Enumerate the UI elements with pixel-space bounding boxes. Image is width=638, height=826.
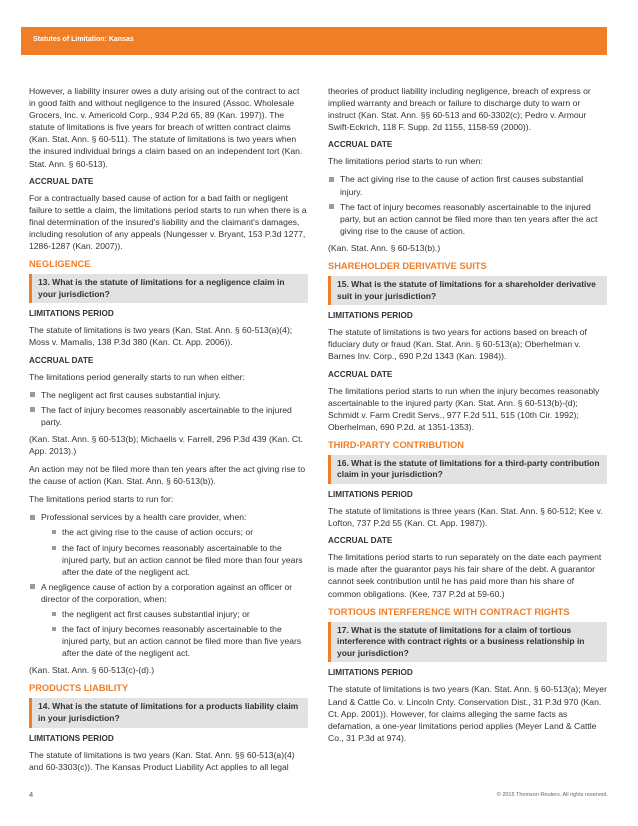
paragraph: The statute of limitations is two years (Kan. Stat. Ann. § 60-513(a)(4); Moss v. Mamalis, 138 P.3d 380 (Kan. Ct. App. 2006)).: [29, 325, 293, 348]
limitations-period-heading: LIMITATIONS PERIOD: [328, 490, 413, 500]
question-17: 17. What is the statute of limitations for a claim of tortious interference with contract rights or a business relationship in your jurisdiction?: [328, 622, 607, 663]
question-16: 16. What is the statute of limitations for a third-party contribution claim in your jurisdiction?: [328, 455, 607, 484]
list-item: [29, 581, 308, 660]
accrual-date-heading: ACCRUAL DATE: [328, 140, 393, 150]
accrual-date-heading: ACCRUAL DATE: [328, 369, 393, 379]
paragraph: The limitations period generally starts to run when either:: [29, 371, 245, 382]
section-heading-negligence: NEGLIGENCE: [29, 259, 91, 270]
list-item: The negligent act first causes substantial injury.: [29, 389, 308, 401]
paragraph: However, a liability insurer owes a duty arising out of the contract to act in good faith and without negligence to the insured (Assoc. Wholesale Grocers, Inc. v. Americold Corp., 934 P.2d 65, 89 (Kan. 1997)). The statute of limitations is five years for breach of written contract claims (Kan. Stat. Ann. § 60-511). The statute of limitations is two years when the insured individual brings a claim based on an independent tort (Kan. Stat. Ann. § 60-513).: [29, 86, 303, 169]
paragraph: The statute of limitations is two years (Kan. Stat. Ann. §§ 60-513(a)(4) and 60-3303(c)). The Kansas Product Liability Act applies to all legal: [29, 749, 295, 772]
list-item: [29, 511, 308, 577]
limitations-period-heading: LIMITATIONS PERIOD: [29, 733, 114, 743]
sub-list-item: the act giving rise to the cause of action occurs; or: [41, 526, 308, 538]
copyright-notice: © 2015 Thomson Reuters. All rights reserved.: [496, 792, 608, 798]
paragraph: For a contractually based cause of action for a bad faith or negligent failure to settle a claim, the limitations period starts to run when there is a final determination of the insured's liability and the claimant's damages, including resolution of any appeals (Nungesser v. Bryant, 153 P.3d 1277, 1286-1287 (Kan. 2007)).: [29, 192, 307, 252]
paragraph: The statute of limitations is two years (Kan. Stat. Ann. § 60-513(a); Meyer Land & Cattle Co. v. Lincoln Cnty. Conservation Dist., 31 P.3d 970 (Kan. Ct. App. 2001)). However, for claims alleging the same facts as defamation, a one-year limitations period applies (Meyer Land & Cattle Co., 31 P.3d at 974).: [328, 684, 607, 743]
citation: (Kan. Stat. Ann. § 60-513(b); Michaelis v. Farrell, 296 P.3d 439 (Kan. Ct. App. 2013).): [29, 433, 303, 456]
paragraph: The limitations period starts to run separately on the date each payment is made after the guarantor pays his fair share of the debt. A guarantor cannot seek contribution until he has paid more than his share of common obligations. (Kee, 737 P.2d at 59-60.): [328, 552, 602, 599]
section-heading-third-party-contribution: THIRD-PARTY CONTRIBUTION: [328, 439, 465, 450]
list-item: The fact of injury becomes reasonably ascertainable to the injured party, but an action cannot be filed more than ten years after the act giving rise to the cause of action.: [328, 201, 607, 237]
question-13: 13. What is the statute of limitations for a negligence claim in your jurisdiction?: [29, 274, 308, 303]
limitations-period-heading: LIMITATIONS PERIOD: [29, 309, 114, 319]
limitations-period-heading: LIMITATIONS PERIOD: [328, 311, 413, 321]
header-banner: [21, 27, 607, 55]
accrual-date-heading: ACCRUAL DATE: [328, 536, 393, 546]
list-item: The act giving rise to the cause of action first causes substantial injury.: [328, 173, 607, 197]
citation: (Kan. Stat. Ann. § 60-513(c)-(d).): [29, 665, 155, 676]
paragraph: The limitations period starts to run when:: [328, 156, 483, 167]
sub-list-item: the negligent act first causes substantial injury; or: [41, 608, 308, 620]
sub-bullet-list: [41, 526, 308, 577]
limitations-period-heading: LIMITATIONS PERIOD: [328, 668, 413, 678]
accrual-date-heading: ACCRUAL DATE: [29, 176, 94, 186]
list-item: The fact of injury becomes reasonably ascertainable to the injured party.: [29, 404, 308, 428]
paragraph: The statute of limitations is three years (Kan. Stat. Ann. § 60-512; Kee v. Lofton, 737 P.2d 55 (Kan. Ct. App. 1987)).: [328, 506, 603, 529]
section-heading-shareholder-derivative-suits: SHAREHOLDER DERIVATIVE SUITS: [328, 261, 487, 272]
question-15: 15. What is the statute of limitations for a shareholder derivative suit in your jurisdiction?: [328, 276, 607, 305]
bullet-list: [29, 511, 308, 659]
question-14: 14. What is the statute of limitations for a products liability claim in your jurisdiction?: [29, 698, 308, 727]
citation: (Kan. Stat. Ann. § 60-513(b).): [328, 242, 441, 253]
list-item-label: Professional services by a health care provider, when:: [41, 512, 247, 523]
sub-list-item: the fact of injury becomes reasonably ascertainable to the injured party, but an action cannot be filed more than four years after the date of the negligent act.: [41, 542, 308, 578]
section-heading-products-liability: PRODUCTS LIABILITY: [29, 683, 129, 694]
paragraph: An action may not be filed more than ten years after the act giving rise to the cause of action (Kan. Stat. Ann. § 60-513(b)).: [29, 464, 306, 487]
paragraph: theories of product liability including negligence, breach of express or implied warranty and breach or failure to discharge duty to warn or instruct (Kan. Stat. Ann. §§ 60-513 and 60-3302(c); Pedro v. Armour Swift-Eckrich, 118 F. Supp. 2d 1155, 1158-59 (2000)).: [328, 86, 591, 133]
section-heading-tortious-interference: TORTIOUS INTERFERENCE WITH CONTRACT RIGHTS: [328, 606, 570, 617]
paragraph: The limitations period starts to run for:: [29, 494, 174, 505]
sub-bullet-list: [41, 608, 308, 659]
bullet-list: [29, 389, 308, 428]
accrual-date-heading: ACCRUAL DATE: [29, 355, 94, 365]
page-number: 4: [29, 790, 34, 799]
sub-list-item: the fact of injury becomes reasonably ascertainable to the injured party, but an action cannot be filed more than five years after the date of the negligent act.: [41, 623, 308, 659]
left-column: [29, 85, 308, 779]
list-item-label: A negligence cause of action by a corporation against an officer or director of the corporation, when:: [41, 581, 293, 604]
document-title: Statutes of Limitation: Kansas: [33, 36, 134, 43]
right-column: [328, 85, 607, 750]
paragraph: The limitations period starts to run when the injury becomes reasonably ascertainable to the injured party (Kan. Stat. Ann. § 60-513(b)-(d); Schmidt v. Farm Credit Servs., 977 F.2d 511, 515 (10th Cir. 1992); Oberhelman, 690 P.2d. at 1351-1353).: [328, 385, 600, 432]
paragraph: The statute of limitations is two years for actions based on breach of fiduciary duty or fraud (Kan. Stat. Ann. § 60-513(a); Oberhelman v. Barnes Inv. Corp., 690 P.2d 1343 (Kan. 1984)).: [328, 327, 587, 362]
bullet-list: [328, 173, 607, 236]
